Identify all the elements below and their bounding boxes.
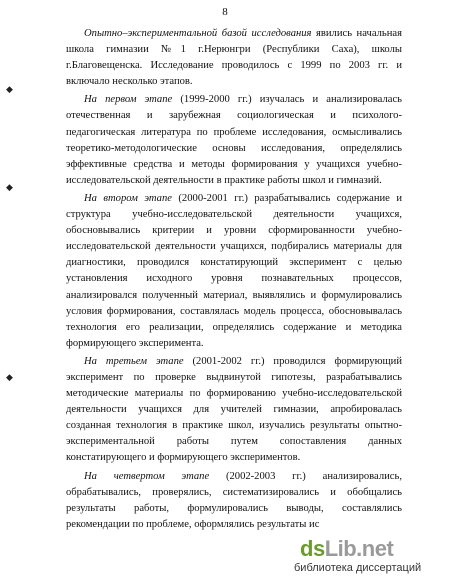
paragraph	[66, 469, 402, 533]
paragraph-text: (2001-2002 гг.) проводился формирующий эксперимент по проверке выдвинутой гипотезы, разрабатывались методические материалы по формированию учебно-исследовательской деятельности учащихся для учителей гимназии, апробировалась созданная технология в практике школ, изучались результаты опытно-экспериментальной работы путем сопоставления данных констатирующего и формирующего экспериментов.	[66, 355, 402, 464]
paragraph-lead: На третьем этапе	[84, 355, 184, 367]
paragraph-lead: На первом этапе	[84, 94, 173, 106]
paragraph-text: (1999-2000 гг.) изучалась и анализировалась отечественная и зарубежная социологическая и психолого-педагогическая литература по проблеме исследования, осмысливались теоретико-методологические основы исследования, определялись эффективные средства и методы формирования у учащихся учебно-исследовательской деятельности в практике работы школ и гимназий.	[66, 94, 402, 186]
watermark-logo	[292, 536, 450, 578]
watermark-logo-text	[300, 536, 393, 562]
side-mark-2: ◆	[6, 182, 13, 192]
paragraph-lead: Опытно–экспериментальной базой исследования	[84, 28, 312, 39]
paragraph-text: явились начальная школа гимназии №1 г.Нерюнгри (Республики Саха), школы г.Благовещенска. Исследование проводилось с 1999 по 2003 гг. и включало несколько этапов.	[66, 28, 402, 88]
document-body	[66, 26, 402, 535]
paragraph	[66, 92, 402, 189]
paragraph	[66, 354, 402, 467]
logo-part-ds: ds	[300, 536, 325, 561]
paragraph-lead: На втором этапе	[84, 192, 172, 204]
watermark-caption: библиотека диссертаций	[294, 562, 422, 574]
paragraph-lead: На четвертом этапе	[84, 470, 210, 482]
logo-part-lib: Lib.net	[324, 536, 394, 561]
paragraph	[66, 191, 402, 352]
side-mark-1: ◆	[6, 84, 13, 94]
side-mark-3: ◆	[6, 372, 13, 382]
paragraph-text: (2000-2001 гг.) разрабатывались содержание и структура учебно-исследовательской деятельности учащихся, обосновывались критерии и уровни сформированности учебно-исследовательской деятельности учащихся, подбирались материалы для диагностики, проводился констатирующий эксперимент с целью установления исходного уровня познавательных процессов, анализировался полученный материал, выявлялись и формулировались условия формирования, составлялась модель процесса, обосновывалась технология его реализации, определялись содержание и методика формирующего эксперимента.	[66, 192, 402, 349]
paragraph	[66, 26, 402, 90]
paragraph-text: (2002-2003 гг.) анализировались, обрабатывались, проверялись, систематизировались и обобщались результаты работы, формулировались выводы, составлялись рекомендации по проблеме, оформлялись результаты ис	[66, 470, 402, 530]
page-number: 8	[222, 6, 228, 18]
